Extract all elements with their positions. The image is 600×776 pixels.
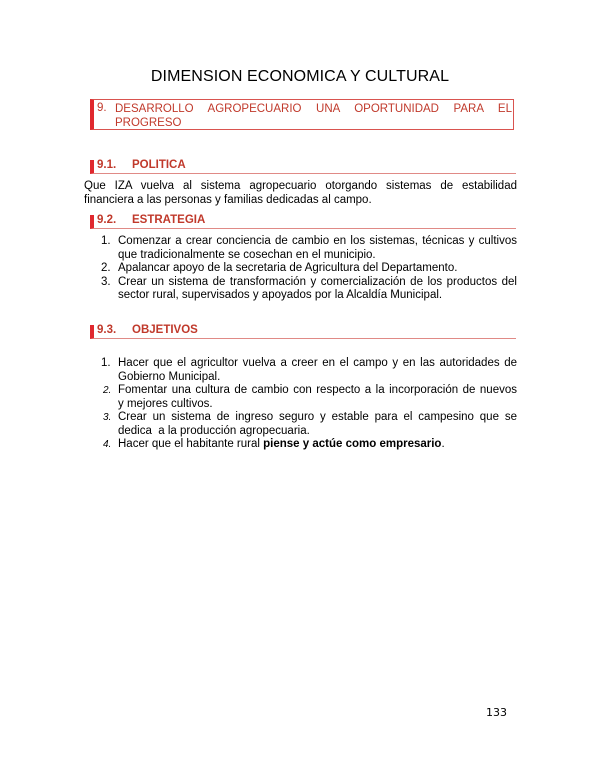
- text-suffix: .: [441, 438, 445, 450]
- list-item-line: Fomentar una cultura de cambio con respecto a la incorporación de nuevos: [118, 384, 517, 396]
- list-item: [84, 357, 517, 384]
- text-prefix: Hacer que el habitante rural: [118, 438, 264, 450]
- list-item-line: Gobierno Municipal.: [118, 370, 221, 383]
- list-item-line: Crear un sistema de ingreso seguro y estable para el campesino que se: [118, 411, 517, 423]
- list-marker: 1.: [101, 357, 111, 369]
- list-marker: 4.: [103, 439, 112, 450]
- paragraph-line: financiera a las personas y familias dedicadas al campo.: [84, 193, 372, 206]
- politica-paragraph: [84, 180, 517, 207]
- list-item-line: y mejores cultivos.: [118, 397, 213, 410]
- list-item-line: [118, 438, 517, 452]
- list-item: [84, 438, 517, 452]
- section-heading-politica: [90, 160, 516, 174]
- list-item: [84, 235, 517, 262]
- section-number: 9.3.: [97, 324, 117, 336]
- page-number: 133: [486, 706, 507, 719]
- list-marker: 3.: [101, 275, 111, 288]
- list-item-line: Comenzar a crear conciencia de cambio en los sistemas, técnicas y cultivos: [118, 235, 517, 247]
- chapter-title-line-2: PROGRESO: [115, 117, 182, 129]
- list-marker: 2.: [103, 385, 112, 396]
- list-item: [84, 276, 517, 303]
- section-title: OBJETIVOS: [132, 324, 198, 336]
- list-marker: 1.: [101, 235, 111, 247]
- paragraph-line: Que IZA vuelva al sistema agropecuario otorgando sistemas de estabilidad: [84, 180, 517, 192]
- section-number: 9.2.: [97, 214, 117, 226]
- chapter-heading-box: [90, 99, 514, 130]
- list-item-line: que tradicionalmente se cosechan en el municipio.: [118, 248, 376, 261]
- list-item-line: Crear un sistema de transformación y comercialización de los productos del: [118, 275, 517, 288]
- section-heading-objetivos: [90, 325, 516, 339]
- section-title: POLITICA: [132, 159, 186, 171]
- objetivos-list: [84, 357, 517, 452]
- section-title: ESTRATEGIA: [132, 214, 206, 226]
- section-heading-estrategia: [90, 215, 516, 229]
- list-item: [84, 411, 517, 438]
- estrategia-list: [84, 235, 517, 303]
- section-number: 9.1.: [97, 159, 117, 171]
- list-marker: 3.: [103, 412, 112, 423]
- list-item-line: dedica a la producción agropecuaria.: [118, 424, 310, 437]
- list-item-line: sector rural, supervisados y apoyados por la Alcaldía Municipal.: [118, 289, 443, 301]
- list-item-line: Apalancar apoyo de la secretaria de Agricultura del Departamento.: [118, 262, 458, 274]
- chapter-title-line-1: DESARROLLO AGROPECUARIO UNA OPORTUNIDAD PARA EL: [115, 103, 512, 115]
- bold-emphasis: piense y actúe como empresario: [263, 438, 442, 450]
- list-item: [84, 384, 517, 411]
- list-marker: 2.: [101, 262, 111, 274]
- list-item: [84, 262, 517, 276]
- list-item-line: Hacer que el agricultor vuelva a creer en el campo y en las autoridades de: [118, 357, 517, 369]
- page-title: DIMENSION ECONOMICA Y CULTURAL: [150, 68, 450, 85]
- chapter-number: 9.: [97, 102, 107, 114]
